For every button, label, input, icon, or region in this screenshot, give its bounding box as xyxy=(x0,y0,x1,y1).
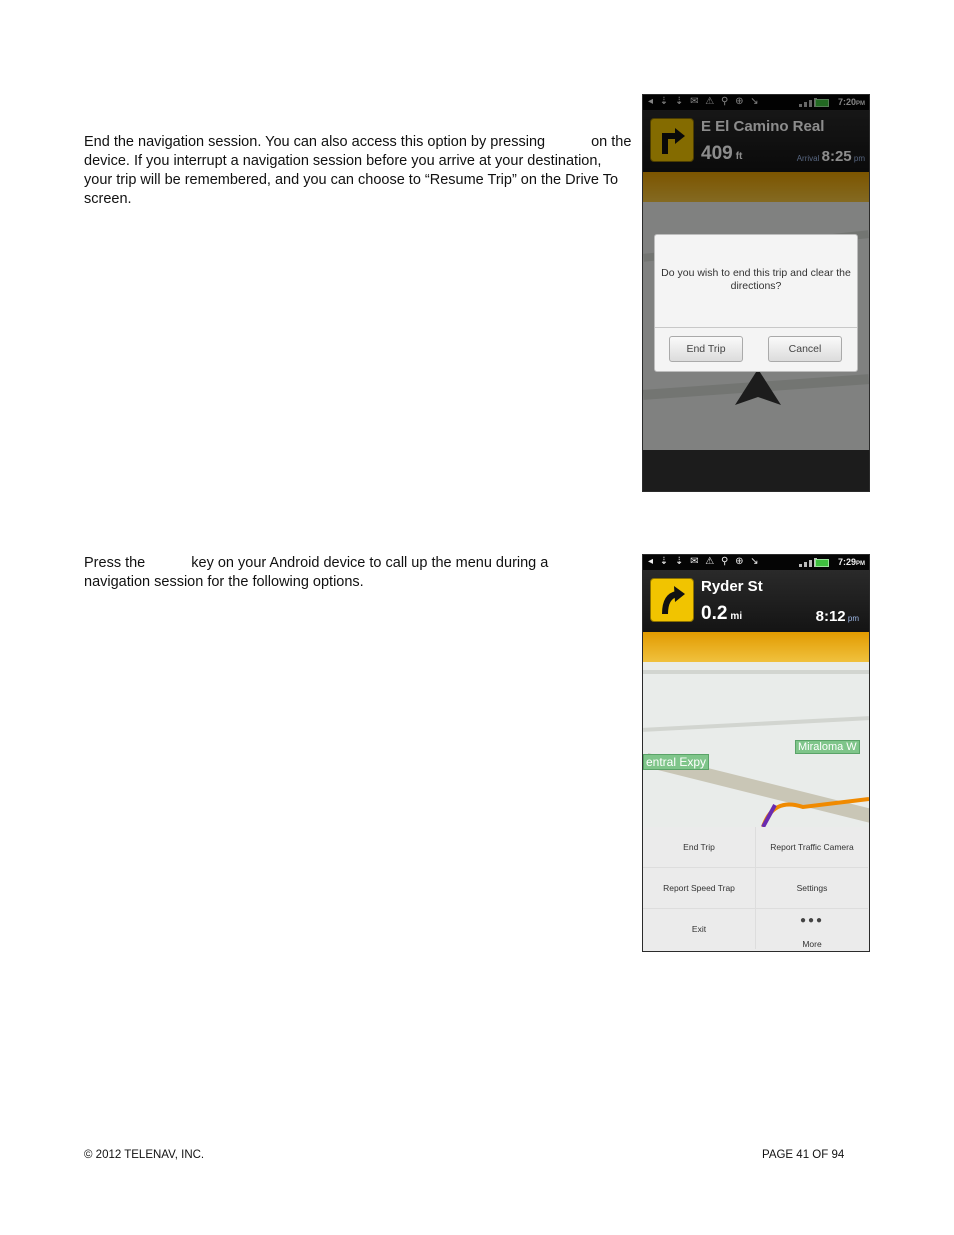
end-trip-text-part2: on the device. If you interrupt a navigation session before you arrive at your destination, your trip will be remembered, and you can choose to “Resume Trip” on the Drive To screen. xyxy=(84,134,632,207)
turn-right-icon xyxy=(650,578,694,622)
footer-copyright: © 2012 TELENAV, INC. xyxy=(84,1149,205,1161)
notification-icons: ◂ ⇣ ⇣ ✉ ⚠ ⚲ ⊕ ↘ xyxy=(648,96,761,107)
footer-page-number: PAGE 41 OF 94 xyxy=(762,1149,845,1161)
dialog-divider xyxy=(655,327,857,328)
menu-item-more[interactable]: More xyxy=(802,939,822,949)
status-bar xyxy=(643,555,869,570)
end-trip-description xyxy=(84,133,632,209)
header-amber-band xyxy=(643,632,869,662)
menu-text-part2: key on your Android device to call up the menu during a navigation session for the following options. xyxy=(84,555,549,590)
status-time: 7:29PM xyxy=(837,557,865,567)
end-trip-text-part1: End the navigation session. You can also access this option by pressing xyxy=(84,134,546,150)
map-label-central-expy: entral Expy xyxy=(643,754,709,770)
options-menu xyxy=(643,827,869,951)
end-trip-button[interactable]: End Trip xyxy=(669,336,743,362)
menu-item-exit[interactable]: Exit xyxy=(643,909,756,949)
end-trip-dialog xyxy=(654,234,858,372)
end-trip-screenshot xyxy=(642,94,870,492)
map-label-miraloma: Miraloma W xyxy=(795,740,860,754)
status-time: 7:20PM xyxy=(837,97,865,107)
more-dots-icon: ●●● xyxy=(799,915,825,926)
distance-to-turn: 409 ft xyxy=(701,143,743,164)
menu-screenshot xyxy=(642,554,870,952)
menu-item-settings[interactable]: Settings xyxy=(756,868,868,909)
map-view[interactable] xyxy=(643,662,869,827)
battery-icon xyxy=(815,559,829,567)
street-name: Ryder St xyxy=(701,578,763,595)
street-name: E El Camino Real xyxy=(701,118,825,135)
route-line xyxy=(753,787,869,827)
menu-text-part1: Press the xyxy=(84,555,146,571)
menu-item-end-trip[interactable]: End Trip xyxy=(643,827,756,868)
arrival-time: 8:12 pm xyxy=(815,608,859,625)
menu-item-report-traffic-camera[interactable]: Report Traffic Camera xyxy=(756,827,868,868)
menu-description xyxy=(84,554,584,592)
menu-item-report-speed-trap[interactable]: Report Speed Trap xyxy=(643,868,756,909)
notification-icons: ◂ ⇣ ⇣ ✉ ⚠ ⚲ ⊕ ↘ xyxy=(648,556,761,567)
arrival-time: Arrival 8:25 pm xyxy=(796,148,865,165)
navigation-header xyxy=(643,570,869,632)
dialog-message: Do you wish to end this trip and clear the directions? xyxy=(661,267,851,292)
distance-to-turn: 0.2 mi xyxy=(701,603,743,624)
cancel-button[interactable]: Cancel xyxy=(768,336,842,362)
